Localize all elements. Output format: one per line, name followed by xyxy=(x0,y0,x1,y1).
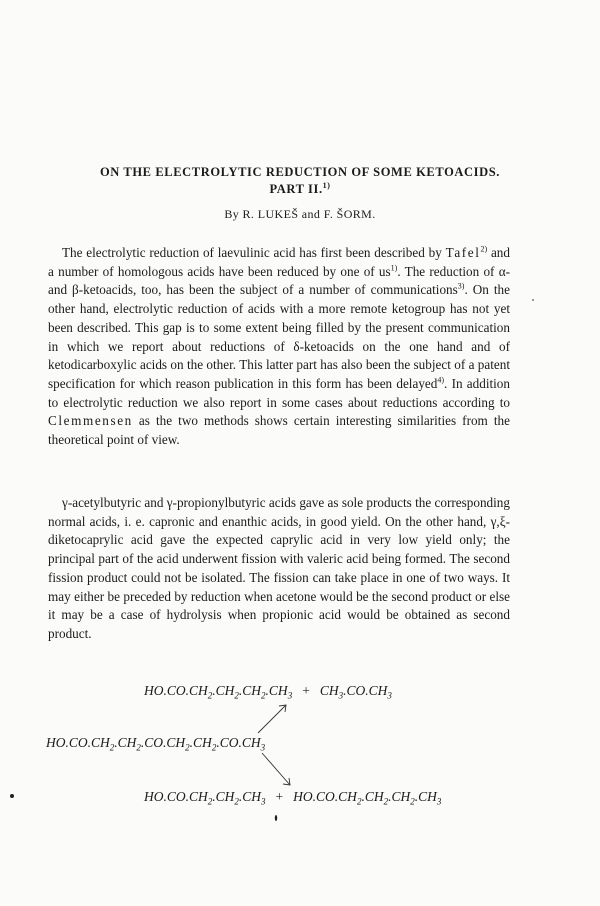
formula-group: CH xyxy=(319,683,339,698)
footnote-ref: 1) xyxy=(322,180,331,190)
formula-subscript: 2 xyxy=(211,742,217,753)
text-run: . In addition to electrolytic reduction we also report in some cases about reductions according to xyxy=(48,375,510,410)
footnote-ref: 1) xyxy=(390,263,398,273)
formula-subscript: 2 xyxy=(356,796,362,807)
author-line: By R. LUKEŠ and F. ŠORM. xyxy=(224,207,376,221)
formula-group: HO.CO.CH xyxy=(144,789,208,804)
formula-subscript: 2 xyxy=(261,690,266,701)
ink-speck xyxy=(10,794,14,798)
formula-subscript: 3 xyxy=(261,796,266,807)
author-name-clemmensen: Clemmensen xyxy=(48,413,133,429)
formula-group: .CH xyxy=(414,789,437,804)
ink-speck xyxy=(275,815,277,821)
formula-subscript: 2 xyxy=(234,796,239,807)
formula-subscript: 2 xyxy=(109,742,115,753)
formula-subscript: 3 xyxy=(387,690,392,701)
formula-group: .CH xyxy=(212,789,235,804)
formula-group: .CH xyxy=(189,735,212,750)
footnote-ref: 2) xyxy=(480,244,488,254)
formula-subscript: 3 xyxy=(436,796,442,807)
formula-subscript: 3 xyxy=(260,742,266,753)
author-name-tafel: Tafel xyxy=(445,245,481,260)
footnote-ref: 4) xyxy=(437,375,445,385)
formula-group: .CH xyxy=(265,683,288,698)
formula-group: .CH xyxy=(238,789,262,804)
formula-subscript: 3 xyxy=(338,690,344,701)
formula-subscript: 3 xyxy=(287,690,293,701)
plus-sign: + xyxy=(275,789,284,804)
text-run: as the two methods shows certain interesting similarities from the theoretical point of view. xyxy=(48,413,510,448)
arrow-down xyxy=(262,753,290,785)
formula-subscript: 2 xyxy=(234,690,239,701)
formula-group: HO.CO.CH xyxy=(46,735,110,750)
formula-group: .CH xyxy=(388,789,411,804)
formula-subscript: 2 xyxy=(136,742,141,753)
plus-sign: + xyxy=(302,683,310,698)
formula-subscript: 2 xyxy=(410,796,415,807)
formula-group: .CH xyxy=(114,735,137,750)
formula-group: .CH xyxy=(238,683,262,698)
formula-group: HO.CO.CH xyxy=(293,789,357,804)
formula-subscript: 2 xyxy=(383,796,389,807)
formula-group: .CO.CH xyxy=(216,735,261,750)
text-run: and a number of homologous acids have been reduced by one of us xyxy=(48,245,510,279)
formula-group: .CO.CH xyxy=(140,735,186,750)
text-run: . The reduction of α- and β-ketoacids, too, has been the subject of a number of communications xyxy=(48,263,510,298)
formula-group: .CH xyxy=(361,789,384,804)
formula-subscript: 2 xyxy=(185,742,190,753)
formula-subscript: 2 xyxy=(207,796,213,807)
article-title-line-1: ON THE ELECTROLYTIC REDUCTION OF SOME KETOACIDS. xyxy=(99,165,501,179)
footnote-ref: 3) xyxy=(457,282,465,292)
formula-group: .CH xyxy=(212,683,235,698)
arrow-up xyxy=(258,705,286,733)
formula-subscript: 2 xyxy=(207,690,213,701)
text-run: . On the other hand, electrolytic reduction of acids with a more remote ketogroup has not yet been described. This gap is to some extent being filled by the present communication in which we report about reductions of δ-ketoacids on the one hand and of ketodicarboxylic acids on the other. This latter part has also been the subject of a patent specification for which reason publication in this form has been delayed xyxy=(48,282,510,391)
ink-speck xyxy=(532,299,534,301)
formula-group: .CO.CH xyxy=(343,683,388,698)
article-part-label: PART II. xyxy=(269,182,323,196)
text-run: The electrolytic reduction of laevulinic acid has first been described by xyxy=(62,245,446,260)
formula-group: HO.CO.CH xyxy=(144,683,208,698)
paragraph-results: γ-acetylbutyric and γ-propionylbutyric acids gave as sole products the corresponding normal acids, i. e. capronic and enanthic acids, in good yield. On the other hand, γ,ξ-diketocaprylic acid gave the expected caprylic acid in very low yield only; the principal part of the acid underwent fission with valeric acid being formed. The second fission product could not be isolated. The fission can take place in one of two ways. It may either be preceded by reduction when acetone would be the second product or else it may be a case of hydrolysis when propionic acid would be obtained as second product. xyxy=(48,495,510,641)
